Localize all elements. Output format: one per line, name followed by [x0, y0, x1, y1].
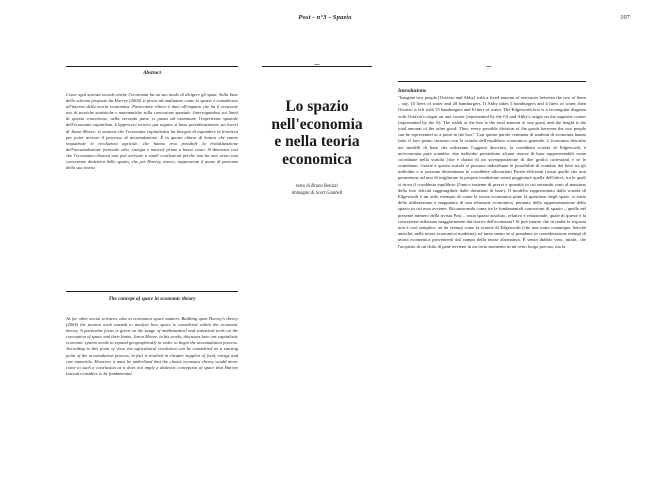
text-credit-prefix: testo di — [296, 184, 312, 189]
english-abstract-column — [66, 296, 238, 446]
abstract-heading: Abstract — [143, 70, 161, 76]
title-line-4: economica — [282, 150, 352, 168]
introduction-body: "Imagine two people (Octavio and Abby) with a fixed amount of resources between the two of them – say, 10 liters of water and 20 hamburgers. If Abby takes 5 hamburgers and 4 liters of water, then Octavio is left with 15 hamburgers and 6 liters of water. The Edgeworth box is a rectangular diagram with Octavio's origin on one corner (represented by the O) and Abby's origin on the opposite corner (represented by the A). The width of the box is the total amount of one good, and the height is the total amount of the other good. Thus, every possible division of the goods between the two people can be represented as a point in the box." Con queste parole centinaia di studenti di economia hanno fatto il loro primo incontro con la scatola dell'equilibrio economico generale. L'economia descritta nei modelli di base che utilizzano l'oggetto descritto, la cosiddetta scatola di Edgeworth, è un'economia pura scambio: due individui possiedono alcune risorse di base rappresentabili come coordinate nella scatola (che è dotata di un sovrapposizione di due grafici cartesiani) e se le scambiano. Grazie a questa scatola si possono individuare le possibilità di scambio dei beni tra gli individui e si possono determinare le cosiddette allocazioni Pareto-efficienti (ossia quelle che non permettono ad uno di migliorare la propria condizione senza peggiorare quella dell'altro), tra le quali si trova il cosiddetto equilibrio (l'unico insieme di prezzi e quantità in cui entrambi sono al massimo della loro felicità raggiungibile dalle dotazioni di base). Il modello rappresentato dalla scatola di Edgeworth è un utile esempio di come la teoria economica pone la questione degli spazi: si tratta della utilizzazione e mappatura di una relazione economica, pertanto della rappresentazione dello spazio in cui essa avviene. Riconoscendo come tre le fondamentali concezioni di spazio – quelle nel presente numero della rivista Post – ossia spazio assoluto, relativo e relazionale, quale di queste è la concezione utilizzata maggiormente dai teorici dell'economia? Si può intuire che in realtà la risposta non è così semplice, né da esempi come la scatola di Edgeworth (che non tratta comunque, benché anziché, nella teoria economica moderna), né tanto meno se si prendano in considerazione esempi di teoria economica provenienti dal campo della teoria alternativa. È senza dubbio vero, infatti, che l'acquisto di un chilo di pane avviene in un certo momento in un certo luogo preciso, ma la — [398, 95, 586, 249]
page-header — [20, 14, 630, 28]
article-title — [262, 98, 372, 168]
title-line-3: e nella teoria — [274, 133, 360, 150]
introduction-heading: Introduzione — [398, 88, 427, 94]
intro-dash: – — [486, 61, 491, 72]
abstract-rule — [66, 66, 238, 67]
title-column — [262, 60, 372, 197]
english-abstract-heading: The concept of space in economic theory — [108, 296, 196, 302]
images-author: Scott Gambell — [315, 190, 343, 196]
abstract-italian-text: Come ogni scienza sociale anche l'economia ha un suo modo di dirigere gli spazi. Sulla base dello schema proposto da Harvey (2004) si prova ad analizzare come lo spazio è considerato all'interno della teoria economica. Particolare rilievo è dato all'impatto che ha il crescente uso di tecniche statistiche e matematiche sulla concezione spaziale. Interrogandosi sui limiti di questa concezione, nella seconda parte si passa ad esaminare l'esperienza spaziale dell'economia capitalista. L'approccio teorico qui seguito si basa prevalentemente sui lavori di Jason Moore: si sostiene che l'economia capitalistica ha bisogno di espandere la frontiera per poter avviare il processo di accumulazione. È in queste chiave di lettura che vanno inquadrate le rivoluzioni agricole, che hanno reso possibile la rivitalizzazione dell'accumulazione fornendo cibo, energia e materie prime a basso costo. Si dimostra così che l'economia classica non può arrivare a simili conclusioni perché non ha mai avuto una concezione dialettica dello spazio, che per Harvey, invece, rappresenta il punto di partenza della sua teoria. — [66, 92, 238, 171]
images-credit — [262, 191, 372, 198]
title-line-1: Lo spazio — [285, 98, 349, 115]
credits — [262, 184, 372, 197]
abstract-english-text: As for other social sciences, also in economics space matters. Building upon Harvey's theory (2004) the present work intends to analyze how space is considered within the economic theory. A particular focus is given on the usage of mathematical and statistical tools on the conception of space and their limits. Jason Moore, in his works, discusses how our capitalistic economic system needs to expand geographically in order to begin the accumulation process. According to this point of view, the agricultural revolution can be considered as a starting point of the accumulation process, in fact it resulted in cheaper supplies of food, energy and raw materials. However, it must be underlined that the classic economic theory would never come to such a conclusion as it does not imply a dialectic conception of space that Harvey instead considers to be fundamental. — [66, 316, 238, 376]
intro-rule — [398, 81, 586, 82]
introduction-column — [398, 88, 586, 472]
title-line-2: nell'economia — [271, 115, 363, 133]
running-title: Post - n°3 - Spazio — [298, 14, 352, 21]
text-author: Bruno Bonizzi — [311, 184, 338, 189]
abstract-column — [66, 70, 238, 274]
page-number: 107 — [620, 14, 630, 21]
english-abstract-rule — [66, 291, 238, 292]
title-dash: – — [314, 59, 320, 70]
images-credit-prefix: immagini di — [291, 190, 316, 196]
